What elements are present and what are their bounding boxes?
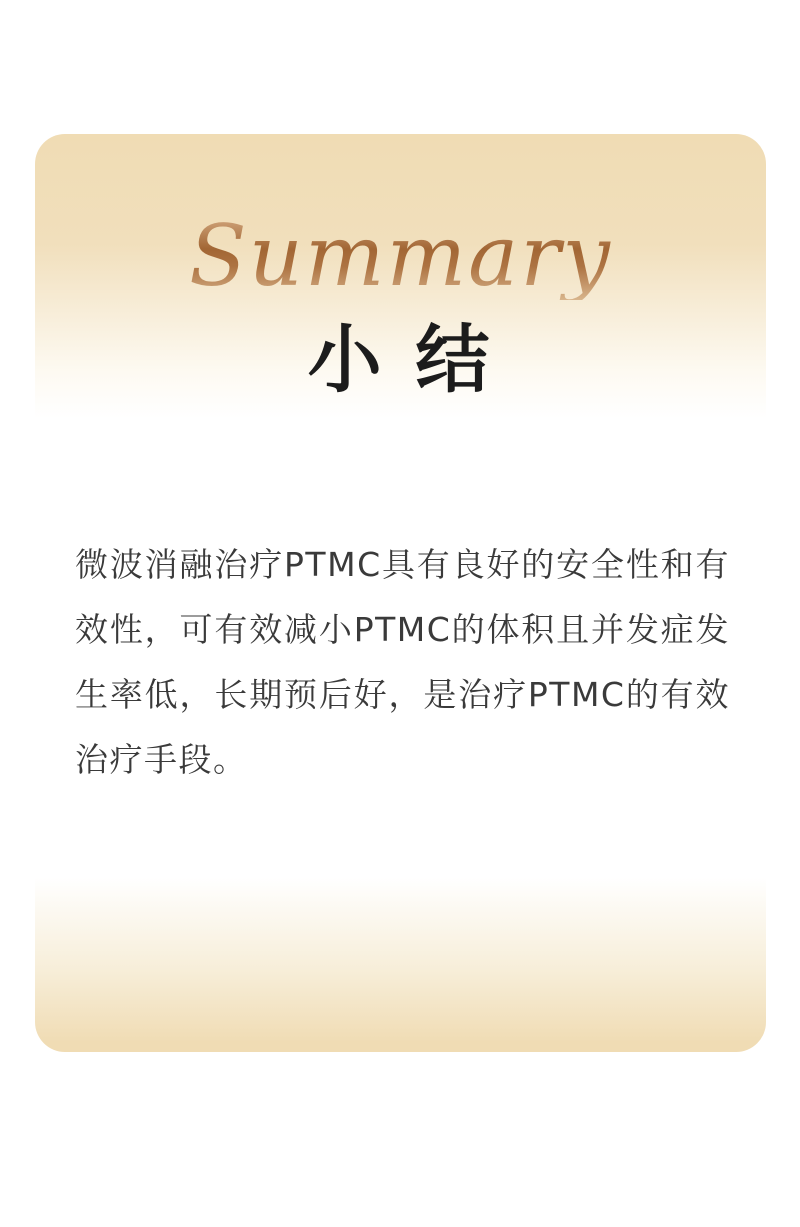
summary-title-english: Summary <box>35 212 766 300</box>
summary-card <box>35 134 766 1052</box>
summary-paragraph: 微波消融治疗PTMC具有良好的安全性和有效性，可有效减小PTMC的体积且并发症发生率低，长期预后好，是治疗PTMC的有效治疗手段。 <box>75 545 730 779</box>
summary-title-chinese: 小 结 <box>307 317 494 403</box>
